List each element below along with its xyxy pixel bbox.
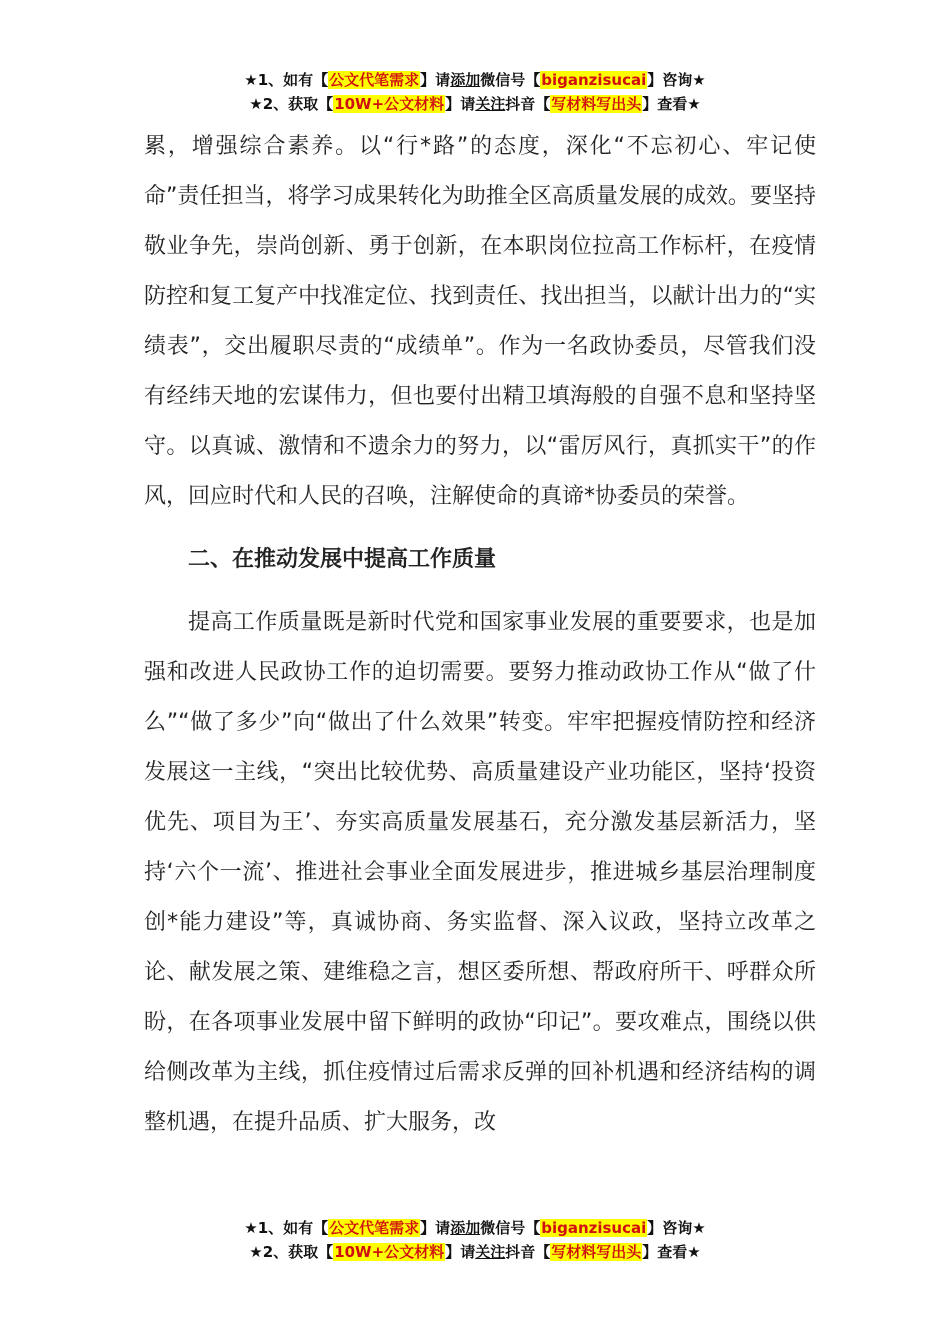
section-heading: 二、在推动发展中提高工作质量 — [188, 547, 497, 572]
banner-line-2 — [0, 1240, 950, 1264]
banner-text: ★2、获取【 — [249, 95, 334, 113]
banner-text: 】请 — [420, 71, 451, 89]
banner-text: ★1、如有【 — [244, 71, 329, 89]
banner-text: 】查看★ — [642, 1243, 701, 1261]
highlight-wechat-id: biganzisucai — [541, 71, 647, 89]
footer-banner — [0, 1216, 950, 1264]
paragraph: 累，增强综合素养。以“行*路”的态度，深化“不忘初心、牢记使命”责任担当，将学习成果转化为助推全区高质量发展的成效。要坚持敬业争先，崇尚创新、勇于创新，在本职岗位拉高工作标杆，在疫情防控和复工复产中找准定位、找到责任、找出担当，以献计出力的“实绩表”，交出履职尽责的“成绩单”。作为一名政协委员，尽管我们没有经纬天地的宏谋伟力，但也要付出精卫填海般的自强不息和坚持坚守。以真诚、激情和不遗余力的努力，以“雷厉风行，真抓实干”的作风，回应时代和人民的召唤，注解使命的真谛*协委员的荣誉。 — [144, 134, 816, 509]
banner-line-1 — [0, 68, 950, 92]
banner-text: 抖音【 — [505, 95, 551, 113]
banner-text: ★1、如有【 — [244, 1219, 329, 1237]
banner-line-1 — [0, 1216, 950, 1240]
banner-text: 】请 — [445, 95, 476, 113]
banner-text: 】查看★ — [642, 95, 701, 113]
banner-line-2 — [0, 92, 950, 116]
banner-text: 】请 — [445, 1243, 476, 1261]
highlight-materials: 10W+公文材料 — [334, 1243, 445, 1261]
header-banner — [0, 68, 950, 116]
underlined-text: 添加 — [450, 71, 481, 89]
underlined-text: 添加 — [450, 1219, 481, 1237]
paragraph: 提高工作质量既是新时代党和国家事业发展的重要要求，也是加强和改进人民政协工作的迫切需要。要努力推动政协工作从“做了什么”“做了多少”向“做出了什么效果”转变。牢牢把握疫情防控和经济发展这一主线，“突出比较优势、高质量建设产业功能区，坚持‘投资优先、项目为王’、夯实高质量发展基石，充分激发基层新活力，坚持‘六个一流’、推进社会事业全面发展进步，推进城乡基层治理制度创*能力建设”等，真诚协商、务实监督、深入议政，坚持立改革之论、献发展之策、建维稳之言，想区委所想、帮政府所干、呼群众所盼，在各项事业发展中留下鲜明的政协“印记”。要攻难点，围绕以供给侧改革为主线，抓住疫情过后需求反弹的回补机遇和经济结构的调整机遇，在提升品质、扩大服务，改 — [144, 610, 816, 1135]
underlined-text: 关注 — [475, 1243, 506, 1261]
banner-text: ★2、获取【 — [249, 1243, 334, 1261]
highlight-service: 公文代笔需求 — [329, 71, 420, 89]
document-body — [144, 122, 816, 1148]
banner-text: 】咨询★ — [647, 71, 706, 89]
banner-text: 】请 — [420, 1219, 451, 1237]
banner-text: 微信号【 — [480, 1219, 541, 1237]
highlight-service: 公文代笔需求 — [329, 1219, 420, 1237]
highlight-wechat-id: biganzisucai — [541, 1219, 647, 1237]
banner-text: 微信号【 — [480, 71, 541, 89]
underlined-text: 关注 — [475, 95, 506, 113]
highlight-materials: 10W+公文材料 — [334, 95, 445, 113]
highlight-account: 写材料写出头 — [551, 1243, 642, 1261]
banner-text: 抖音【 — [505, 1243, 551, 1261]
banner-text: 】咨询★ — [647, 1219, 706, 1237]
highlight-account: 写材料写出头 — [551, 95, 642, 113]
